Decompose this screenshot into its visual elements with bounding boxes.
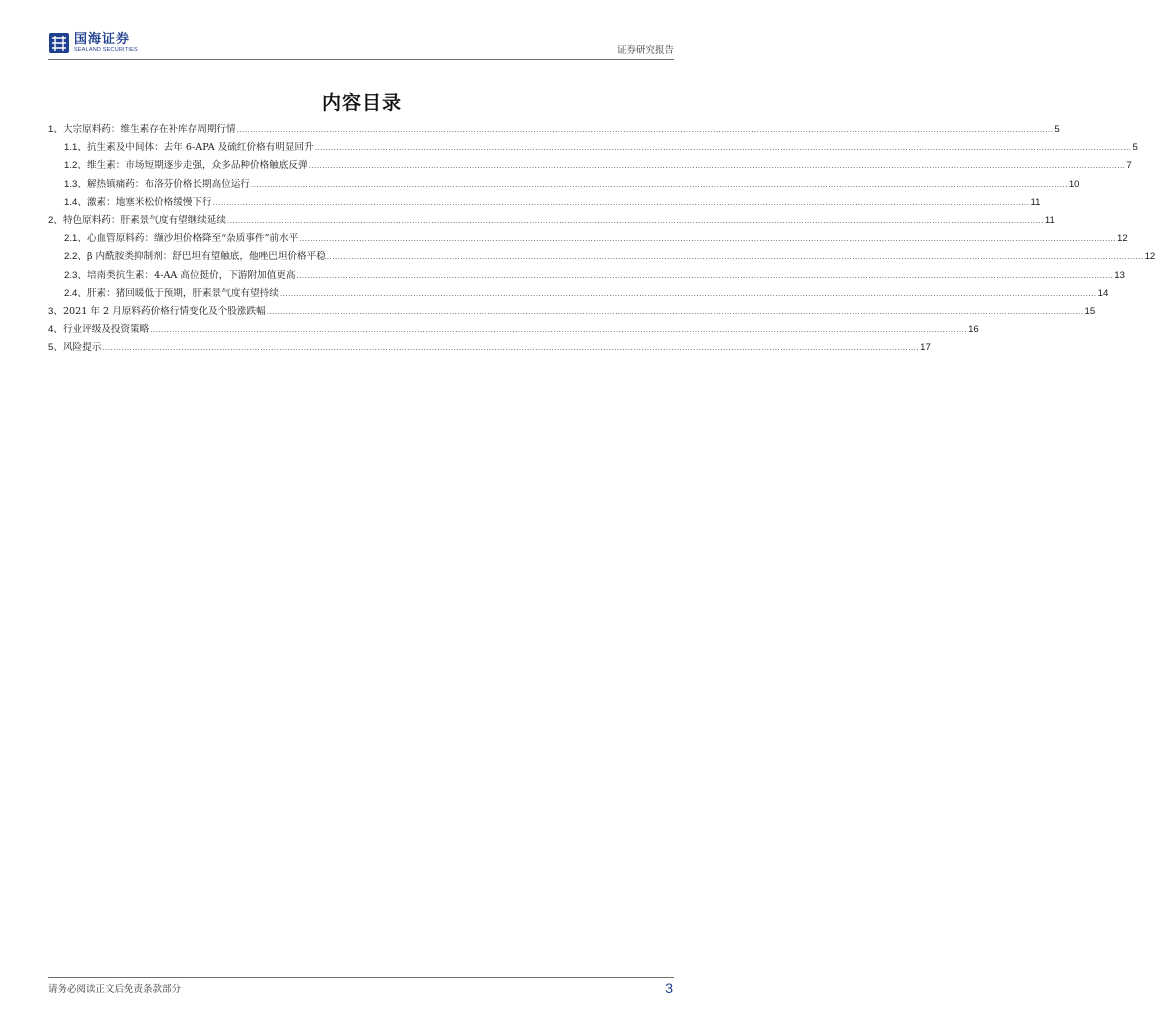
toc-entry-title: 特色原料药：肝素景气度有望继续延续: [62, 214, 227, 226]
toc-entry[interactable]: [48, 194, 1041, 212]
report-type-label: 证券研究报告: [616, 45, 674, 56]
toc-entry-title: 解热镇痛药：布洛芬价格长期高位运行: [86, 178, 251, 190]
toc-entry[interactable]: [48, 339, 931, 357]
toc-entry-page: 16: [968, 324, 979, 336]
toc-entry-number: 1、: [48, 124, 63, 135]
toc-entry-number: 2.2、: [64, 251, 87, 263]
page-number: 3: [665, 980, 673, 996]
toc-entry-title: β 内酰胺类抑制剂：舒巴坦有望触底，他唑巴坦价格平稳: [86, 251, 326, 263]
page-header: [48, 30, 674, 58]
toc-entry-page: 13: [1114, 269, 1125, 281]
toc-entry-page: 11: [1030, 196, 1041, 208]
toc-entry-title: 行业评级及投资策略: [62, 324, 150, 336]
toc-entry[interactable]: [48, 176, 1080, 194]
toc-leader-dots: ............................................................................................................................................................................................................................................................................................................: [212, 197, 1030, 207]
toc-entry-number: 5、: [48, 342, 63, 354]
toc-entry[interactable]: [48, 267, 1125, 285]
toc-leader-dots: ............................................................................................................................................................................................................................................................................................................: [236, 125, 1054, 134]
toc-entry-number: 2.3、: [64, 269, 87, 281]
toc-leader-dots: ............................................................................................................................................................................................................................................................................................................: [266, 306, 1084, 316]
toc-entry[interactable]: [48, 157, 1132, 175]
page-title: 内容目录: [321, 92, 402, 114]
toc-entry-page: 12: [1144, 251, 1155, 263]
toc-leader-dots: ............................................................................................................................................................................................................................................................................................................: [308, 161, 1126, 171]
toc-leader-dots: ............................................................................................................................................................................................................................................................................................................: [299, 234, 1117, 244]
toc-leader-dots: ............................................................................................................................................................................................................................................................................................................: [102, 343, 920, 353]
toc-entry-title: 风险提示: [62, 342, 102, 354]
toc-entry-page: 7: [1126, 160, 1132, 172]
brand-name-cn: 国海证券: [74, 31, 131, 47]
toc-entry-title: 培南类抗生素：4-AA 高位挺价，下游附加值更高: [86, 269, 296, 281]
toc-entry-number: 1.2、: [64, 160, 87, 172]
toc-leader-dots: ............................................................................................................................................................................................................................................................................................................: [227, 215, 1044, 225]
toc-entry-title: 维生素：市场短期逐步走强，众多品种价格触底反弹: [86, 160, 308, 172]
brand-logo: [48, 30, 138, 56]
toc-entry-page: 11: [1044, 214, 1055, 226]
sealand-logo-icon: [48, 32, 70, 54]
toc-entry-number: 1.4、: [64, 196, 87, 208]
toc-entry[interactable]: [48, 230, 1128, 248]
toc-entry-page: 12: [1117, 233, 1128, 245]
toc-entry-title: 心血管原料药：缬沙坦价格降至“杂质事件”前水平: [86, 233, 299, 245]
footer-divider: [48, 977, 674, 978]
toc-entry[interactable]: [48, 121, 1060, 139]
footer-disclaimer: 请务必阅读正文后免责条款部分: [48, 984, 182, 995]
toc-entry-page: 15: [1084, 305, 1096, 317]
toc-entry[interactable]: [48, 321, 979, 339]
toc-entry-number: 3、: [48, 305, 63, 317]
toc-entry-number: 2、: [48, 214, 63, 226]
toc-entry[interactable]: [48, 303, 1096, 321]
toc-leader-dots: ............................................................................................................................................................................................................................................................................................................: [279, 288, 1097, 298]
table-of-contents: [48, 121, 1155, 357]
toc-entry-page: 5: [1132, 142, 1138, 154]
toc-entry-title: 抗生素及中间体：去年 6-APA 及硫红价格有明显回升: [86, 142, 314, 154]
header-divider: [48, 59, 674, 60]
toc-entry[interactable]: [48, 139, 1138, 157]
toc-entry-number: 4、: [48, 324, 63, 336]
toc-entry-title: 大宗原料药：维生素存在补库存周期行情: [62, 124, 236, 135]
toc-entry-number: 1.3、: [64, 178, 87, 190]
toc-entry-title: 2021 年 2 月原料药价格行情变化及个股涨跌幅: [62, 305, 266, 317]
toc-entry[interactable]: [48, 212, 1055, 230]
brand-name-en: SEALAND SECURITIES: [74, 46, 138, 53]
toc-entry-number: 2.1、: [64, 233, 87, 245]
toc-entry-title: 激素：地塞米松价格缓慢下行: [86, 196, 212, 208]
toc-leader-dots: ............................................................................................................................................................................................................................................................................................................: [314, 143, 1132, 153]
toc-entry-number: 2.4、: [64, 287, 87, 299]
toc-leader-dots: ............................................................................................................................................................................................................................................................................................................: [251, 179, 1068, 189]
toc-entry[interactable]: [48, 285, 1109, 303]
toc-entry-title: 肝素：猪回暖低于预期，肝素景气度有望持续: [86, 287, 279, 299]
toc-entry-page: 5: [1054, 124, 1060, 135]
toc-leader-dots: ............................................................................................................................................................................................................................................................................................................: [326, 252, 1144, 262]
toc-entry-page: 10: [1068, 178, 1080, 190]
toc-entry-number: 1.1、: [64, 142, 87, 154]
toc-entry-page: 17: [920, 342, 931, 354]
toc-entry[interactable]: [48, 248, 1155, 266]
toc-leader-dots: ............................................................................................................................................................................................................................................................................................................: [296, 270, 1114, 280]
toc-leader-dots: ............................................................................................................................................................................................................................................................................................................: [150, 325, 968, 335]
toc-entry-page: 14: [1097, 287, 1109, 299]
